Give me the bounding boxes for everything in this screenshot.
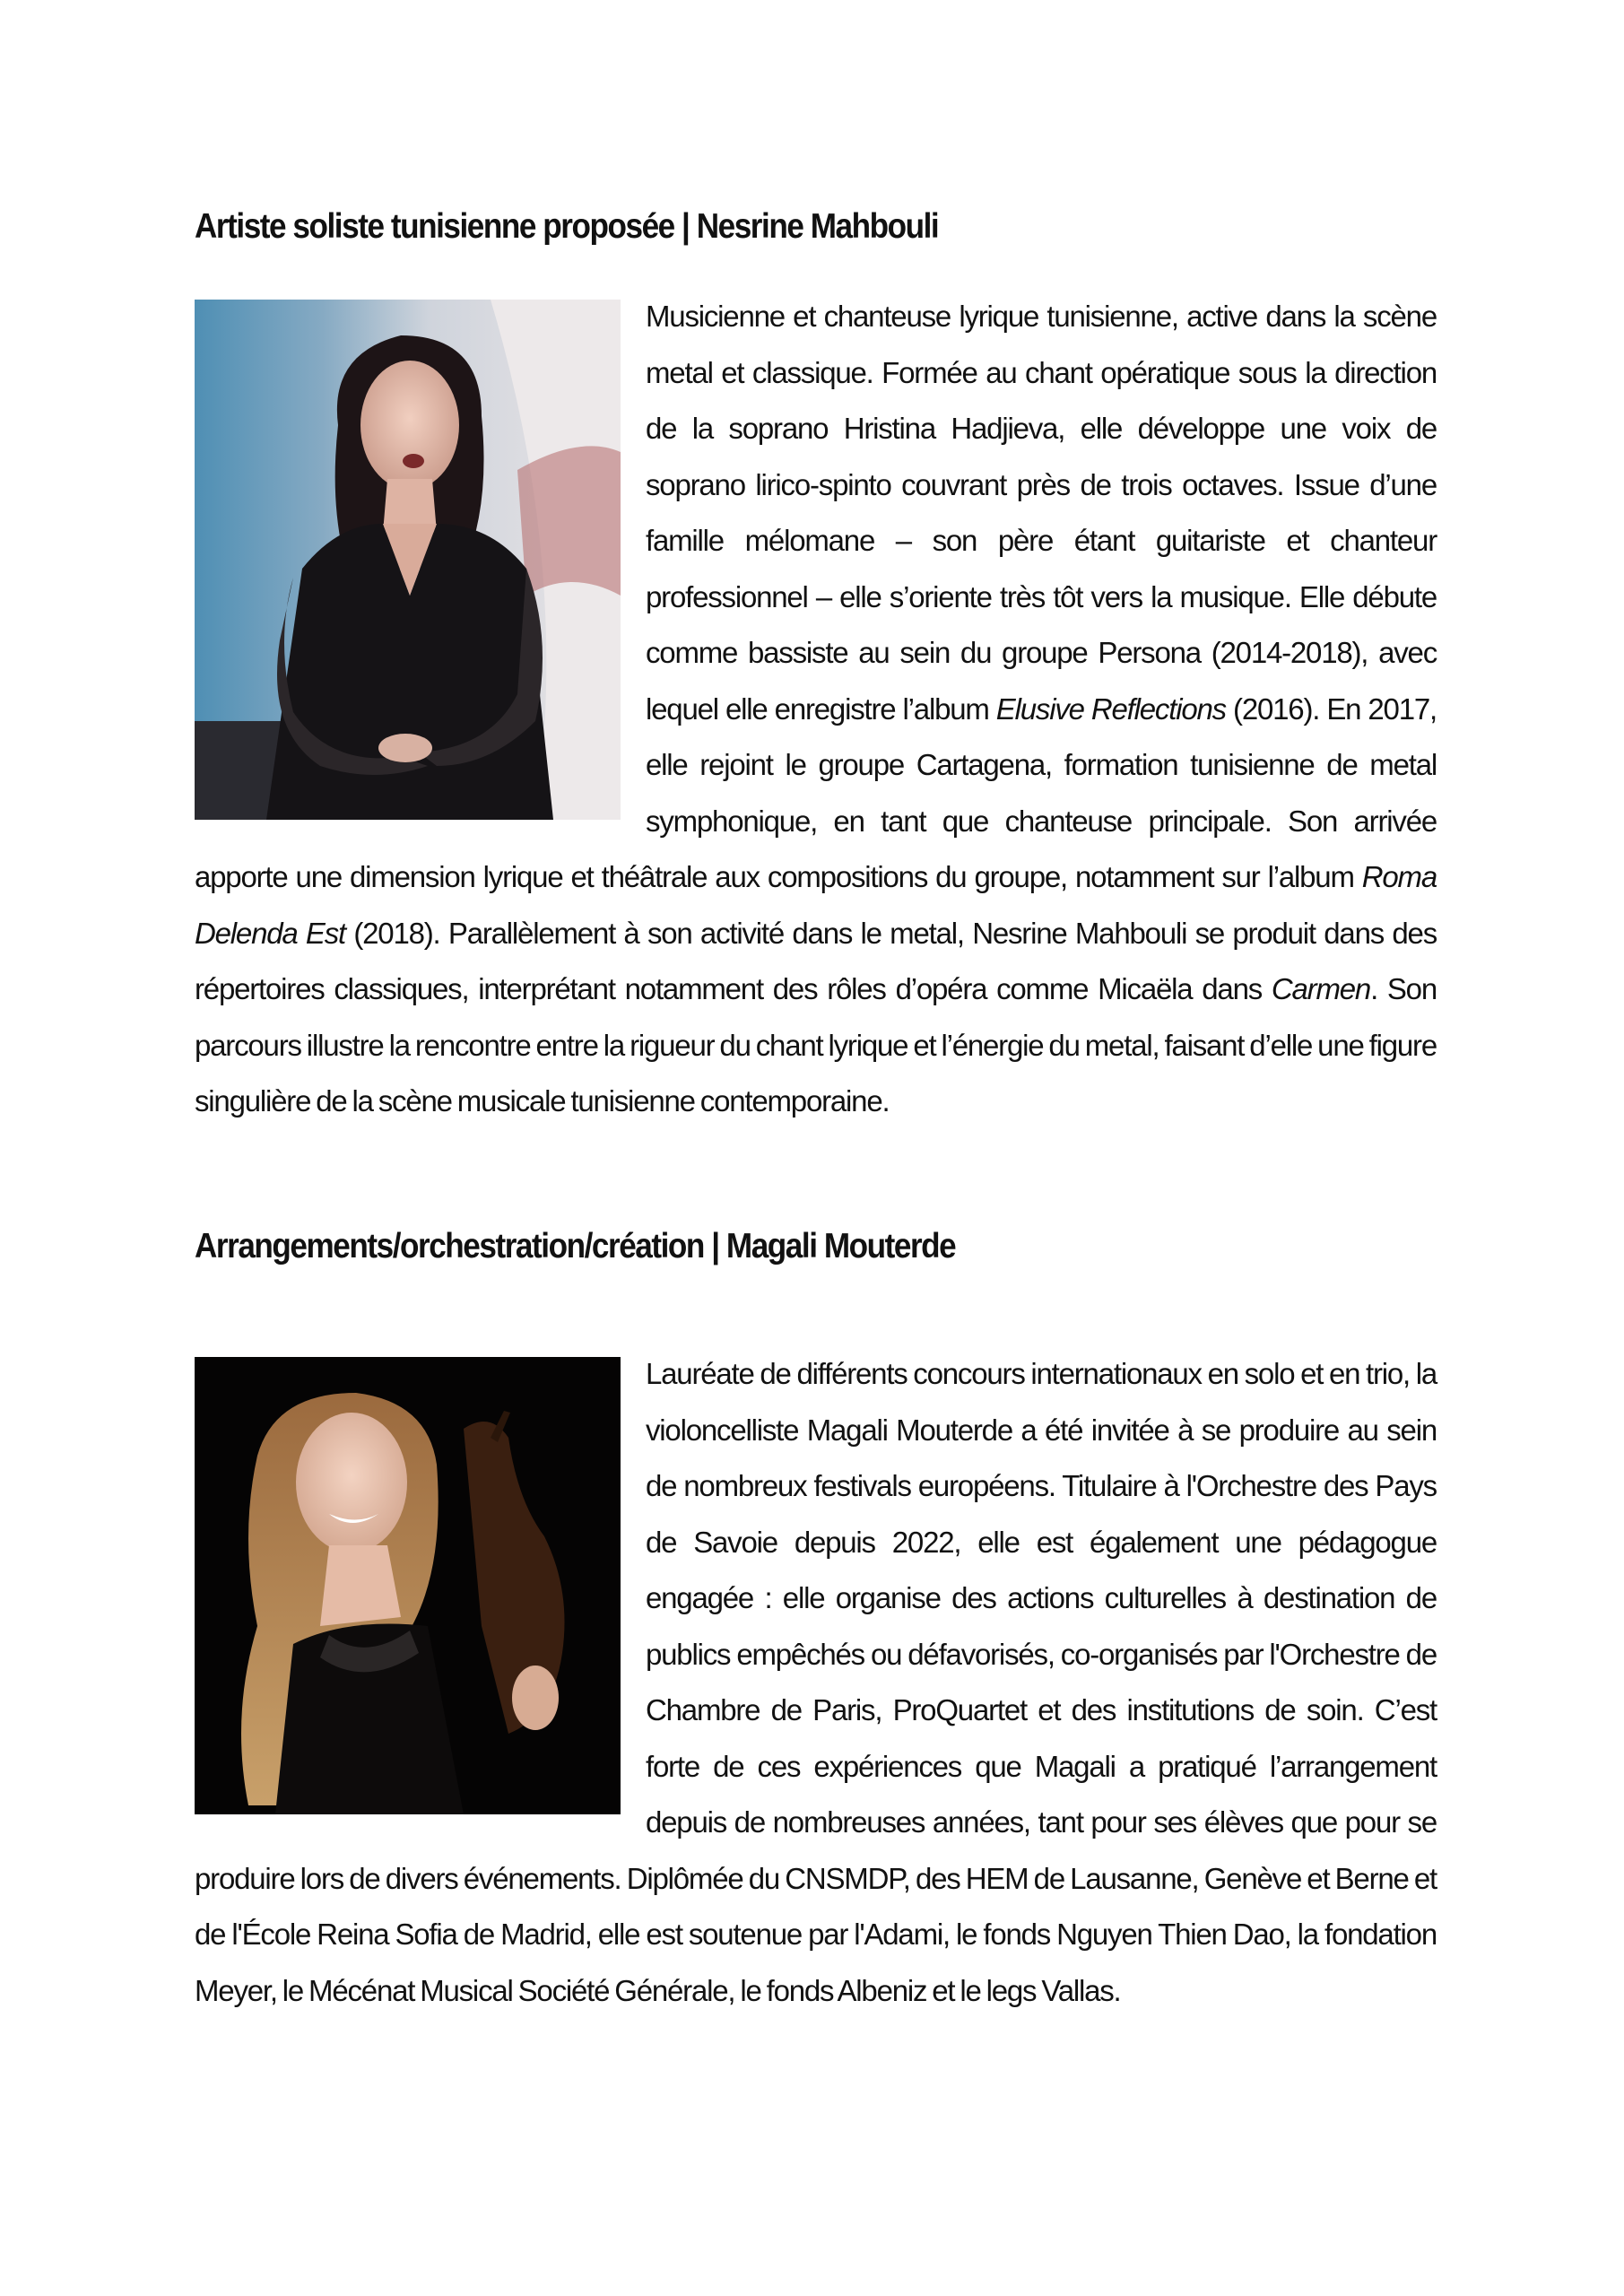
photo-magali-mouterde	[195, 1357, 621, 1814]
opera-title: Carmen	[1271, 972, 1371, 1005]
section-nesrine-mahbouli	[195, 196, 1437, 1130]
bio-magali-mouterde: Lauréate de différents concours internationaux en solo et en trio, la violoncelliste Magali Mouterde a été invitée à se produire au sein de nombreux festivals européens. Titulaire à l'Orchestre des Pays de Savoie depuis 2022, elle est également une pédagogue engagée : elle organise des actions culturelles à destination de publics empêchés ou défavorisés, co-organisés par l'Orchestre de Chambre de Paris, ProQuartet et des institutions de soin. C’est forte de ces expériences que Magali a pratiqué l’arrangement depuis de nombreuses années, tant pour ses élèves que pour se produire lors de divers événements. Diplômée du CNSMDP, des HEM de Lausanne, Genève et Berne et de l'École Reina Sofia de Madrid, elle est soutenue par l'Adami, le fonds Nguyen Thien Dao, la fondation Meyer, le Mécénat Musical Société Générale, le fonds Albeniz et le legs Vallas.	[195, 1357, 1437, 2007]
photo-nesrine-mahbouli	[195, 300, 621, 820]
bio-nesrine-mahbouli: Musicienne et chanteuse lyrique tunisienne, active dans la scène metal et classique. Formée au chant opératique sous la direction de la soprano Hristina Hadjieva, elle développe une voix de soprano lirico-spinto couvrant près de trois octaves. Issue d’une famille mélomane – son père étant guitariste et chanteur professionnel – elle s’oriente très tôt vers la musique. Elle débute comme bassiste au sein du groupe Persona (2014-2018), avec lequel elle enregistre l’album Elusive Reflections (2016). En 2017, elle rejoint le groupe Cartagena, formation tunisienne de metal symphonique, en tant que chanteuse principale. Son arrivée apporte une dimension lyrique et théâtrale aux compositions du groupe, notamment sur l’album Roma Delenda Est (2018). Parallèlement à son activité dans le metal, Nesrine Mahbouli se produit dans des répertoires classiques, interprétant notamment des rôles d’opéra comme Micaëla dans Carmen. Son parcours illustre la rencontre entre la rigueur du chant lyrique et l’énergie du metal, faisant d’elle une figure singulière de la scène musicale tunisienne contemporaine.	[195, 300, 1437, 1118]
section-heading: Arrangements/orchestration/création | Magali Mouterde	[195, 1227, 956, 1265]
album-title: Roma Delenda Est	[195, 860, 1437, 950]
section-heading: Artiste soliste tunisienne proposée | Nesrine Mahbouli	[195, 207, 939, 246]
section-magali-mouterde	[195, 1215, 1437, 2019]
album-title: Elusive Reflections	[995, 691, 1226, 726]
